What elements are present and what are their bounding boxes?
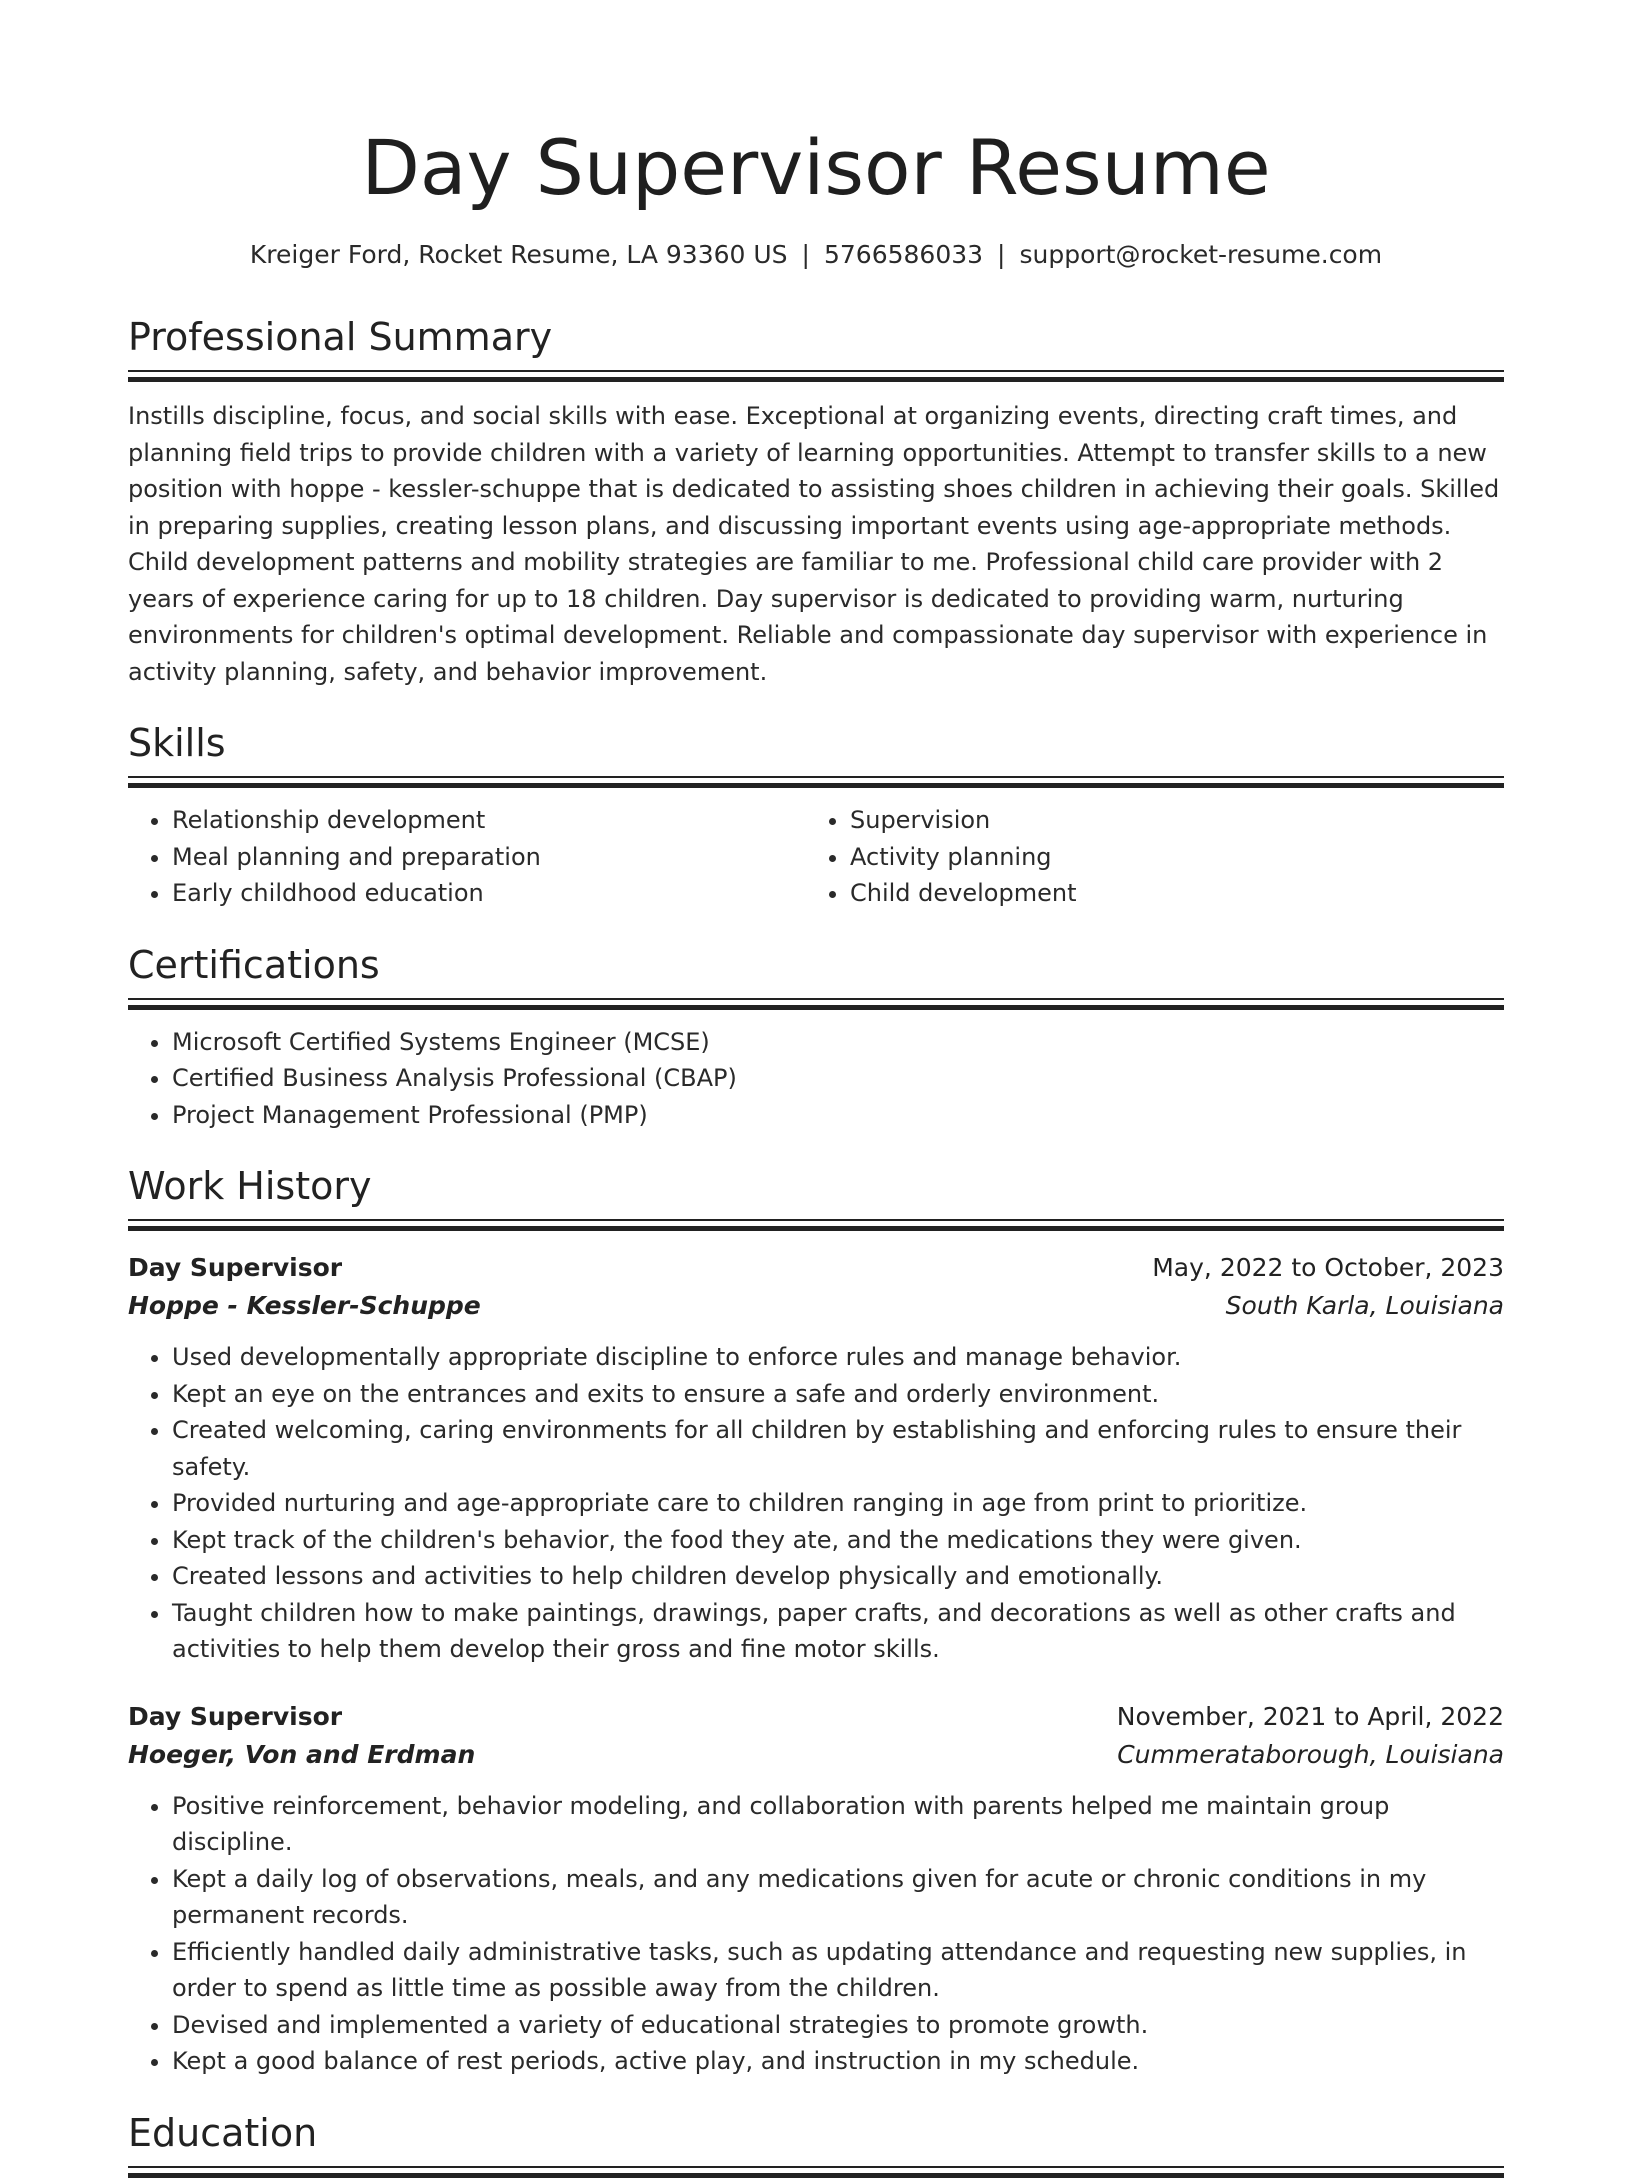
- skill-item: • Supervision: [850, 802, 1484, 839]
- certification-item: • Project Management Professional (PMP): [172, 1097, 1504, 1134]
- section-heading-work-history: Work History: [128, 1164, 372, 1208]
- job-bullet: • Kept an eye on the entrances and exits to ensure a safe and orderly environment.: [172, 1376, 1504, 1413]
- certification-item: • Microsoft Certified Systems Engineer (MCSE): [172, 1024, 1504, 1061]
- job-subheader: [128, 1736, 1504, 1774]
- skills-list-left: [128, 802, 806, 912]
- skill-item: • Early childhood education: [172, 875, 806, 912]
- section-divider: [128, 998, 1504, 1012]
- section-heading-skills: Skills: [128, 721, 226, 765]
- section-heading-summary: Professional Summary: [128, 315, 553, 359]
- job-bullet-list: [128, 1339, 1504, 1668]
- skill-item: • Meal planning and preparation: [172, 839, 806, 876]
- job-bullet: • Positive reinforcement, behavior modeling, and collaboration with parents helped me maintain group discipline.: [172, 1788, 1504, 1861]
- job-bullet: • Devised and implemented a variety of educational strategies to promote growth.: [172, 2007, 1504, 2044]
- education-section: [128, 2108, 1504, 2180]
- contact-separator: |: [997, 240, 1006, 269]
- skills-list-right: [806, 802, 1484, 912]
- skill-item: • Activity planning: [850, 839, 1484, 876]
- job-bullet: • Provided nurturing and age-appropriate care to children ranging in age from print to prioritize.: [172, 1485, 1504, 1522]
- job-bullet-list: [128, 1788, 1504, 2080]
- job-location: South Karla, Louisiana: [1225, 1291, 1504, 1320]
- job-dates: November, 2021 to April, 2022: [1116, 1701, 1504, 1731]
- job-header: [128, 1249, 1504, 1287]
- page-title: Day Supervisor Resume: [361, 123, 1271, 212]
- skill-item: • Relationship development: [172, 802, 806, 839]
- job-bullet: • Taught children how to make paintings, drawings, paper crafts, and decorations as well as other crafts and activities to help them develop their gross and fine motor skills.: [172, 1595, 1504, 1668]
- certifications-section: [128, 940, 1504, 1134]
- certification-item: • Certified Business Analysis Professional (CBAP): [172, 1060, 1504, 1097]
- job-entry: [128, 1698, 1504, 2080]
- job-dates: May, 2022 to October, 2023: [1152, 1253, 1504, 1282]
- section-heading-education: Education: [128, 2110, 318, 2155]
- job-location: Cummerataborough, Louisiana: [1117, 1739, 1504, 1769]
- skill-item: • Child development: [850, 875, 1484, 912]
- job-subheader: [128, 1287, 1504, 1325]
- contact-address: Kreiger Ford, Rocket Resume, LA 93360 US: [249, 240, 788, 269]
- job-title: Day Supervisor: [128, 1253, 343, 1282]
- summary-text: Instills discipline, focus, and social skills with ease. Exceptional at organizing events, directing craft times, and planning field trips to provide children with a variety of learning opportunities. Attempt to transfer skills to a new position with hoppe - kessler-schuppe that is dedicated to assisting shoes children in achieving their goals. Skilled in preparing supplies, creating lesson plans, and discussing important events using age-appropriate methods. Child development patterns and mobility strategies are familiar to me. Professional child care provider with 2 years of experience caring for up to 18 children. Day supervisor is dedicated to providing warm, nurturing environments for children's optimal development. Reliable and compassionate day supervisor with experience in activity planning, safety, and behavior improvement.: [128, 402, 1500, 686]
- job-company: Hoppe - Kessler-Schuppe: [128, 1291, 481, 1320]
- section-divider: [128, 370, 1504, 384]
- section-divider: [128, 776, 1504, 790]
- section-heading-certifications: Certifications: [128, 942, 380, 987]
- job-bullet: • Efficiently handled daily administrative tasks, such as updating attendance and requesting new supplies, in order to spend as little time as possible away from the children.: [172, 1934, 1504, 2007]
- job-bullet: • Used developmentally appropriate discipline to enforce rules and manage behavior.: [172, 1339, 1504, 1376]
- job-header: [128, 1698, 1504, 1736]
- work-history-section: [128, 1161, 1504, 2080]
- job-bullet: • Kept a daily log of observations, meals, and any medications given for acute or chronic conditions in my permanent records.: [172, 1861, 1504, 1934]
- job-bullet: • Created lessons and activities to help children develop physically and emotionally.: [172, 1558, 1504, 1595]
- skills-columns: [128, 802, 1504, 912]
- job-bullet: • Kept a good balance of rest periods, active play, and instruction in my schedule.: [172, 2043, 1504, 2080]
- job-title: Day Supervisor: [128, 1701, 343, 1731]
- job-entry: [128, 1249, 1504, 1668]
- summary-section: [128, 312, 1504, 690]
- job-bullet: • Kept track of the children's behavior, the food they ate, and the medications they were given.: [172, 1522, 1504, 1559]
- section-divider: [128, 1219, 1504, 1233]
- contact-email: support@rocket-resume.com: [1019, 240, 1383, 269]
- job-bullet: • Created welcoming, caring environments for all children by establishing and enforcing rules to ensure their safety.: [172, 1412, 1504, 1485]
- skills-section: [128, 718, 1504, 912]
- section-divider: [128, 2166, 1504, 2180]
- contact-separator: |: [801, 240, 810, 269]
- job-company: Hoeger, Von and Erdman: [128, 1739, 476, 1769]
- certifications-list: [128, 1024, 1504, 1134]
- resume-page: [128, 0, 1504, 2180]
- contact-phone: 5766586033: [823, 240, 984, 269]
- contact-line: [128, 238, 1504, 272]
